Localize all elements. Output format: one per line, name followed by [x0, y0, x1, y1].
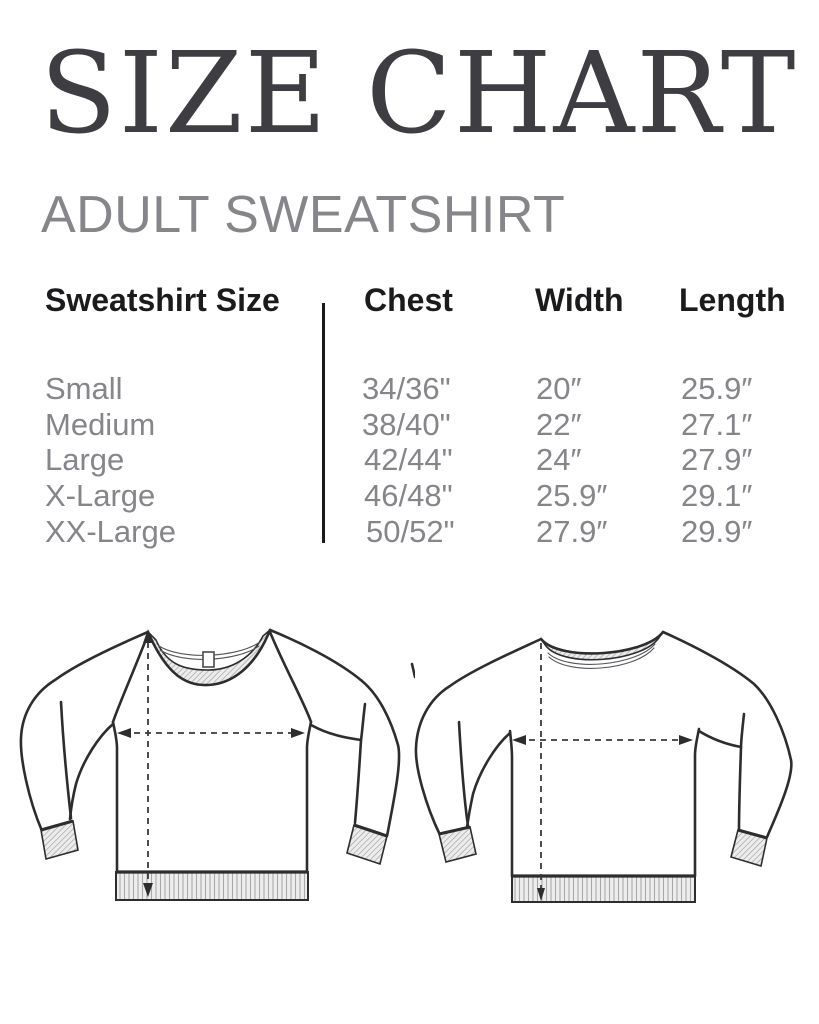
back-length-measurement: [537, 643, 545, 901]
chest-cell: 38/40": [362, 407, 451, 442]
size-cell: XX-Large: [45, 514, 176, 549]
width-cell: 24″: [536, 442, 582, 477]
back-collar: [541, 632, 663, 668]
chest-cell: 42/44": [364, 442, 453, 477]
width-cell: 25.9″: [536, 478, 608, 513]
width-cell: 20″: [536, 371, 582, 406]
width-cell: 22″: [536, 407, 582, 442]
width-cell: 27.9″: [536, 514, 608, 549]
length-cell: 29.9″: [681, 514, 753, 549]
back-cuffs: [439, 827, 767, 866]
front-width-measurement: [117, 728, 305, 738]
column-header-chest: Chest: [364, 282, 453, 318]
front-length-measurement: [143, 629, 153, 897]
back-width-measurement: [512, 735, 693, 745]
size-cell: X-Large: [45, 478, 156, 513]
size-cell: Small: [45, 371, 123, 406]
sweatshirt-front-diagram: [15, 598, 415, 928]
column-header-width: Width: [535, 282, 624, 318]
table-column-divider: [322, 303, 325, 543]
page-subtitle: ADULT SWEATSHIRT: [41, 186, 566, 244]
neck-tag: [203, 652, 214, 667]
length-cell: 27.1″: [681, 407, 753, 442]
sweatshirt-back-diagram: [410, 610, 810, 950]
size-cell: Large: [45, 442, 125, 477]
chest-cell: 34/36": [362, 371, 451, 406]
length-cell: 27.9″: [681, 442, 753, 477]
front-collar: [148, 630, 270, 685]
page-title: SIZE CHART: [40, 29, 798, 159]
column-header-size: Sweatshirt Size: [45, 282, 280, 318]
column-header-length: Length: [679, 282, 786, 318]
length-cell: 25.9″: [681, 371, 753, 406]
size-cell: Medium: [45, 407, 156, 442]
front-cuffs: [41, 821, 387, 864]
length-cell: 29.1″: [681, 478, 753, 513]
chest-cell: 46/48": [364, 478, 453, 513]
chest-cell: 50/52": [366, 514, 455, 549]
